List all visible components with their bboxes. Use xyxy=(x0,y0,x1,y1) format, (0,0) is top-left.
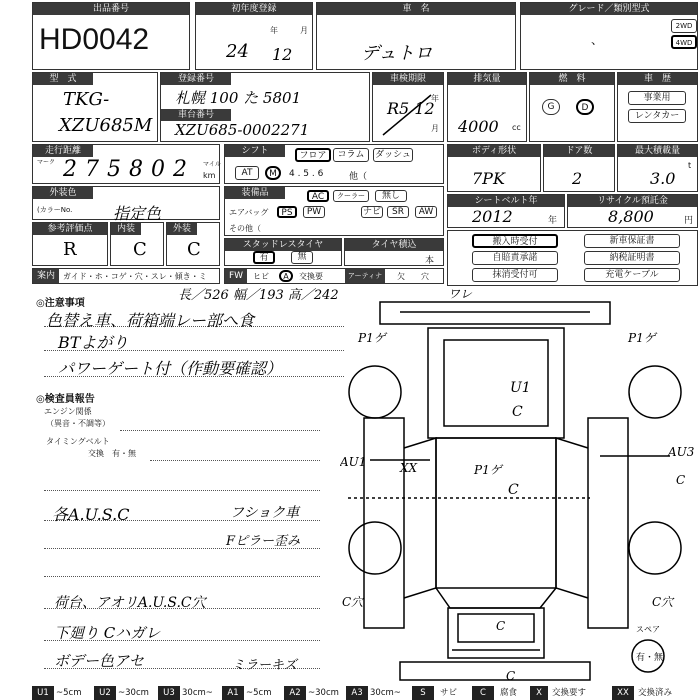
notes-line2: BTよがり xyxy=(58,333,129,352)
recycle-unit: 円 xyxy=(684,216,694,226)
front-bumper xyxy=(400,662,590,680)
score-cell xyxy=(32,222,108,266)
damage-legend xyxy=(0,686,700,700)
diagram-label-au1: AU1 xyxy=(340,455,367,469)
legend-key-0: U1 xyxy=(32,686,54,700)
doc-item-5: 充電ケーブル xyxy=(584,268,680,282)
doors-cell xyxy=(543,144,615,192)
fw-cell xyxy=(224,268,444,284)
body-cell xyxy=(447,144,541,192)
color-value: 指定色 xyxy=(113,204,162,223)
model-name-cell xyxy=(316,2,516,70)
report-rule-2 xyxy=(150,460,320,461)
displacement-cell xyxy=(447,72,527,142)
shift-floor: フロア xyxy=(295,148,331,162)
color-cell xyxy=(32,186,220,223)
report-engine-sub: （異音・不調等） xyxy=(46,419,110,428)
category-label: 車 歴 xyxy=(618,73,697,85)
inspection-year-unit: 年 xyxy=(431,94,439,103)
equip-nav: ナビ xyxy=(362,207,381,217)
lot-number: HD0042 xyxy=(39,23,150,56)
capacity-value: 3.0 xyxy=(650,169,676,188)
reg-number-value: 札幌 100 た 5801 xyxy=(175,89,302,107)
guide-cell xyxy=(32,268,220,284)
cargo-box xyxy=(428,328,564,438)
category-commercial: 事業用 xyxy=(628,91,686,105)
legend-val-3: ~5cm xyxy=(246,688,272,698)
diagram-spare-value: 有・無 xyxy=(636,653,664,663)
report-timing: タイミングベルト xyxy=(46,437,110,446)
doc-item-4: 納税証明書 xyxy=(584,251,680,265)
studless-none: 無 xyxy=(291,251,313,264)
report-item-0: 各A.U.S.C xyxy=(52,505,130,524)
report-label: ◎検査員報告 xyxy=(36,394,95,405)
interior-label: 内装 xyxy=(111,223,141,235)
color-label: 外装色 xyxy=(33,187,93,199)
capacity-label: 最大積載量 xyxy=(618,145,697,157)
legend-val-9: 交換済み xyxy=(638,688,673,698)
inspection-cell xyxy=(372,72,444,142)
notes-line1: 色替え車、荷箱端レー部へ食 xyxy=(46,311,255,330)
chassis-label: 車台番号 xyxy=(161,109,231,121)
diagram-label-c1: C xyxy=(512,404,523,420)
shift-m: M xyxy=(265,166,281,180)
fuel-label: 燃 料 xyxy=(530,73,614,85)
capacity-cell xyxy=(617,144,698,192)
recycle-value: 8,800 xyxy=(608,207,654,226)
report-item-5: ボデー色アセ xyxy=(54,652,144,670)
lot-label: 出品番号 xyxy=(33,3,189,15)
displacement-unit: cc xyxy=(512,123,521,132)
studless-label: スタッドレスタイヤ xyxy=(225,239,341,251)
equip-none: 無し xyxy=(375,190,407,202)
shift-speeds: 4 . 5 . 6 xyxy=(289,169,324,179)
legend-val-1: ~30cm xyxy=(118,688,149,698)
roof-panel xyxy=(380,302,610,324)
model-name-value: デュトロ xyxy=(361,43,433,64)
reg-number-label: 登録番号 xyxy=(161,73,231,85)
studless-has: 有 xyxy=(253,251,275,264)
doc-item-3: 新車保証書 xyxy=(584,234,680,248)
fuel-cell xyxy=(529,72,615,142)
report-rule-1 xyxy=(120,430,320,431)
equip-airbag: エアバッグ xyxy=(229,208,269,217)
mileage-mark: マーク xyxy=(37,159,56,166)
antenna-missing: 欠 xyxy=(397,272,405,281)
doc-item-0: 搬入時受付 xyxy=(472,234,558,248)
shift-column: コラム xyxy=(333,148,369,162)
doors-label: ドア数 xyxy=(544,145,614,157)
equip-label: 装備品 xyxy=(225,187,285,199)
report-item-1: フショク車 xyxy=(230,505,300,521)
equip-sr: SR xyxy=(387,206,409,218)
tire-load-unit: 本 xyxy=(425,256,435,266)
diagram-label-p1c: P1ゲ xyxy=(474,463,502,477)
recycle-label: リサイクル預託金 xyxy=(568,195,697,207)
report-rule-3 xyxy=(44,490,320,491)
mileage-unit-km: km xyxy=(203,171,216,180)
interior-cell xyxy=(110,222,164,266)
model-type-value2: XZU685M xyxy=(59,115,153,136)
report-item-3: 荷台、アオリA.U.S.C穴 xyxy=(54,595,206,611)
guide-items: ガイド・ホ・コゲ・穴・スレ・傾き・ミ xyxy=(63,272,207,281)
wheel-front-left xyxy=(349,366,401,418)
legend-val-2: 30cm~ xyxy=(182,688,213,698)
exterior-cell xyxy=(166,222,220,266)
model-name-label: 車 名 xyxy=(317,3,515,15)
legend-key-7: C xyxy=(472,686,494,700)
doc-item-2: 抹消受付可 xyxy=(472,268,558,282)
displacement-value: 4000 xyxy=(458,117,499,136)
diagram-label-c6: C xyxy=(496,619,506,633)
first-reg-year: 24 xyxy=(226,41,249,62)
legend-key-2: U3 xyxy=(158,686,180,700)
report-engine: エンジン関係 xyxy=(44,407,92,416)
report-item-2: Fピラー歪み xyxy=(226,534,301,549)
grade-value: 、 xyxy=(591,33,604,47)
inspection-value: R5 12 xyxy=(387,99,435,118)
mileage-value: 275802 xyxy=(63,157,195,182)
doc-item-1: 自賠責承諾 xyxy=(472,251,558,265)
docs-cell xyxy=(447,230,698,286)
diagram-label-p1b: P1ゲ xyxy=(628,331,656,345)
right-side-panel xyxy=(588,418,628,628)
legend-key-1: U2 xyxy=(94,686,116,700)
legend-val-5: 30cm~ xyxy=(370,688,401,698)
equip-ps: PS xyxy=(277,206,297,218)
diagram-label-top: ワレ xyxy=(448,288,473,301)
score-label: 参考評価点 xyxy=(33,223,107,235)
category-rental: レンタカー xyxy=(628,109,686,123)
wheel-rear-left xyxy=(349,522,401,574)
grade-cell xyxy=(520,2,698,70)
legend-key-4: A2 xyxy=(284,686,306,700)
first-reg-month-unit: 月 xyxy=(300,26,308,35)
diagram-spare-label: スペア xyxy=(636,625,660,634)
studless-cell xyxy=(224,238,342,266)
diagram-label-c7: C xyxy=(506,669,516,683)
equip-pw: PW xyxy=(303,206,325,218)
legend-key-8: X xyxy=(530,686,548,700)
chassis-value: XZU685-0002271 xyxy=(175,121,310,139)
report-item-6: ミラーキズ xyxy=(232,658,297,673)
tire-load-label: タイヤ積込 xyxy=(345,239,443,251)
capacity-unit: t xyxy=(688,161,692,170)
report-item-4: 下廻り Cハガレ xyxy=(54,624,161,642)
displacement-label: 排気量 xyxy=(448,73,526,85)
guide-label: 案内 xyxy=(33,269,59,283)
fw-label: FW xyxy=(225,269,247,283)
first-reg-month: 12 xyxy=(272,45,293,64)
first-reg-year-unit: 年 xyxy=(270,26,278,35)
diagram-label-c5: C穴 xyxy=(652,595,674,609)
legend-val-7: 腐食 xyxy=(500,688,518,698)
legend-val-0: ~5cm xyxy=(56,688,82,698)
legend-val-4: ~30cm xyxy=(308,688,339,698)
wheel-front-right xyxy=(629,366,681,418)
tire-load-cell xyxy=(344,238,444,266)
seatbelt-label: シートベルト年 xyxy=(448,195,564,207)
diagram-label-u1: U1 xyxy=(510,380,531,396)
diagram-label-xx: XX xyxy=(400,461,418,475)
equip-other: その他（ xyxy=(229,224,261,233)
model-type-cell xyxy=(32,72,158,142)
legend-key-6: S xyxy=(412,686,434,700)
report-rule-6 xyxy=(44,576,320,577)
model-type-label: 型 式 xyxy=(33,73,93,85)
mileage-unit-mile: マイル xyxy=(203,161,221,168)
score-value: R xyxy=(63,239,77,260)
diagram-label-au3: AU3 xyxy=(668,445,695,459)
drive-2wd: 2WD xyxy=(671,19,697,33)
report-timing-opt: 交換 有・無 xyxy=(88,449,136,458)
exterior-label: 外装 xyxy=(167,223,197,235)
lot-cell xyxy=(32,2,190,70)
antenna-hole: 穴 xyxy=(421,272,429,281)
inspection-strike xyxy=(377,89,437,139)
wheel-rear-right xyxy=(629,522,681,574)
reg-number-cell xyxy=(160,72,370,142)
diagram-label-c4: C穴 xyxy=(342,595,364,609)
grade-label: グレード／類別型式 xyxy=(521,3,697,15)
first-reg-label: 初年度登録 xyxy=(196,3,312,15)
fuel-g: G xyxy=(542,99,560,115)
model-type-value1: TKG- xyxy=(63,89,110,110)
inspection-label: 車検期限 xyxy=(373,73,443,85)
first-reg-cell xyxy=(195,2,313,70)
diagram-label-c3: C xyxy=(676,473,686,487)
notes-line3: パワーゲート付（作動要確認） xyxy=(58,359,283,378)
notes-label: ◎注意事項 xyxy=(36,298,85,309)
shift-label: シフト xyxy=(225,145,285,157)
exterior-value: C xyxy=(187,239,201,260)
fuel-d: D xyxy=(576,99,594,115)
legend-key-9: XX xyxy=(612,686,634,700)
shift-dash: ダッシュ xyxy=(373,148,413,162)
doors-value: 2 xyxy=(572,169,583,188)
body-value: 7PK xyxy=(472,169,505,188)
body-label: ボディ形状 xyxy=(448,145,540,157)
mileage-cell xyxy=(32,144,220,184)
seatbelt-unit: 年 xyxy=(548,216,558,226)
diagram-label-c2: C xyxy=(508,482,519,498)
mileage-label: 走行距離 xyxy=(33,145,93,157)
equip-cooler: クーラー xyxy=(333,190,369,202)
seatbelt-cell xyxy=(447,194,565,228)
equip-cell xyxy=(224,186,444,236)
center-body xyxy=(436,438,556,588)
equip-ac: AC xyxy=(307,190,329,202)
inspection-month-unit: 月 xyxy=(431,124,439,133)
color-sub: (カラーNo. xyxy=(37,206,73,214)
shift-cell xyxy=(224,144,444,184)
legend-val-8: 交換要す xyxy=(552,688,587,698)
category-cell xyxy=(617,72,698,142)
fw-a: A xyxy=(279,270,293,282)
antenna-label: アーティナ xyxy=(345,269,385,283)
dimensions: 長／526 幅／193 高／242 xyxy=(178,288,339,303)
interior-value: C xyxy=(133,239,147,260)
shift-at: AT xyxy=(235,166,259,180)
legend-val-6: サビ xyxy=(440,688,458,698)
equip-aw: AW xyxy=(415,206,437,218)
recycle-cell xyxy=(567,194,698,228)
shift-other: 他（ xyxy=(349,172,368,182)
fw-hibi: ヒビ xyxy=(253,272,269,281)
legend-key-5: A3 xyxy=(346,686,368,700)
vehicle-diagram xyxy=(340,288,700,688)
seatbelt-value: 2012 xyxy=(472,207,513,226)
drive-4wd: 4WD xyxy=(671,35,697,49)
fw-swap: 交換要 xyxy=(299,272,323,281)
legend-key-3: A1 xyxy=(222,686,244,700)
diagram-label-p1: P1ゲ xyxy=(358,331,386,345)
